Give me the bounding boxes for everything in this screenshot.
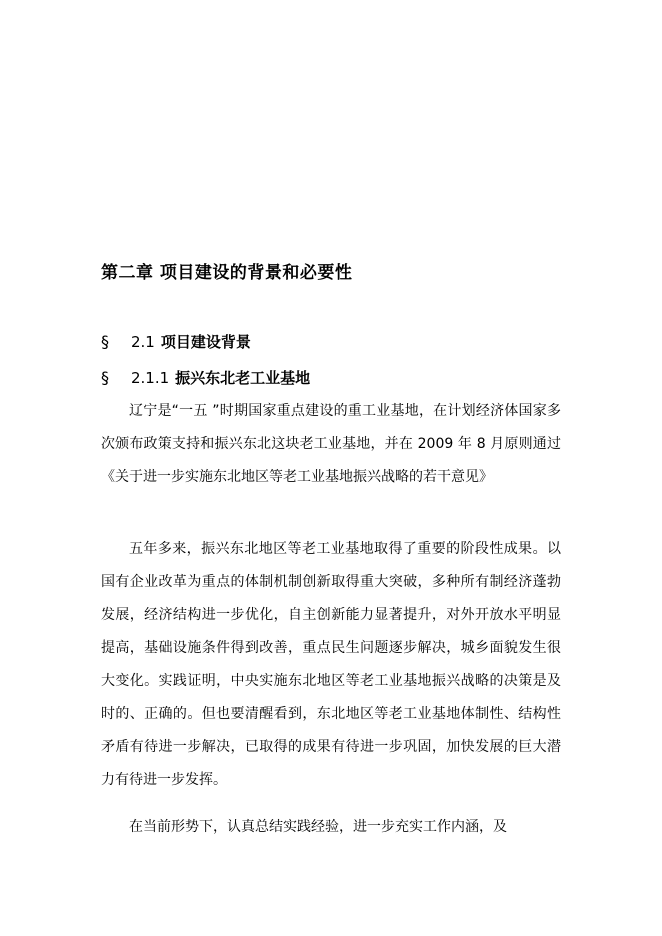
section-symbol: § (101, 332, 109, 351)
section-title: 项目建设背景 (160, 333, 251, 351)
section-symbol: § (101, 368, 109, 387)
section-heading-2-1-1 (101, 367, 310, 388)
paragraph-2: 五年多来，振兴东北地区等老工业基地取得了重要的阶段性成果。以国有企业改革为重点的体制机制创新取得重大突破，多种所有制经济蓬勃发展，经济结构进一步优化，自主创新能力显著提升，对外开放水平明显提高，基础设施条件得到改善，重点民生问题逐步解决，城乡面貌发生很大变化。实践证明，中央实施东北地区等老工业基地振兴战略的决策是及时的、正确的。但也要清醒看到，东北地区等老工业基地体制性、结构性矛盾有待进一步解决，已取得的成果有待进一步巩固，加快发展的巨大潜力有待进一步发挥。 (101, 541, 561, 788)
section-number: 2.1.1 (131, 369, 170, 387)
chapter-title: 第二章 项目建设的背景和必要性 (101, 263, 353, 283)
section-heading-2-1 (101, 331, 251, 352)
section-title: 振兴东北老工业基地 (175, 369, 311, 387)
paragraph-1: 辽宁是“一五 ”时期国家重点建设的重工业基地，在计划经济体国家多次颁布政策支持和振兴东北这块老工业基地，并在 2009 年 8 月原则通过《关于进一步实施东北地区等老工业基地振兴战略的若干意见》 (101, 403, 561, 485)
section-number: 2.1 (131, 333, 155, 351)
paragraph-3: 在当前形势下，认真总结实践经验，进一步充实工作内涵，及 (129, 819, 507, 835)
